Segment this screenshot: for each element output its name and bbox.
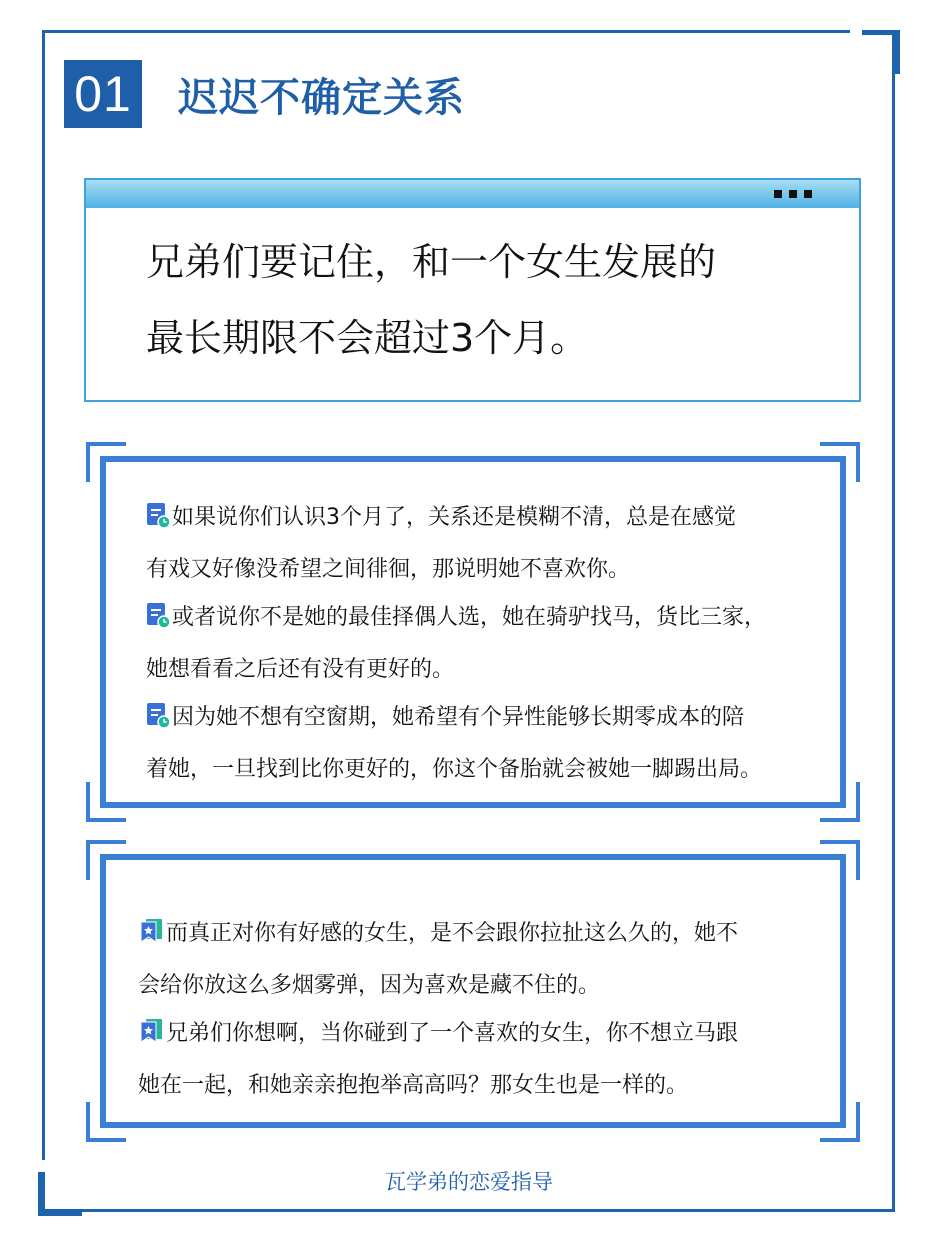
footer-credit: 瓦学弟的恋爱指导 — [385, 1170, 553, 1194]
bracket-bottom-left — [86, 1138, 126, 1142]
frame-corner-top-right-vertical — [895, 30, 900, 74]
card-title-bar — [86, 180, 859, 208]
document-clock-icon — [146, 498, 170, 546]
bracket-bottom-left — [86, 782, 90, 822]
section-title: 迟迟不确定关系 — [178, 75, 465, 121]
bracket-bottom-right — [820, 1138, 860, 1142]
bracket-bottom-left — [86, 1102, 90, 1142]
bracket-top-left — [86, 840, 90, 880]
box2-line: 她在一起，和她亲亲抱抱举高高吗？那女生也是一样的。 — [138, 1073, 689, 1098]
box2-line: 兄弟们你想啊，当你碰到了一个喜欢的女生，你不想立马跟 — [138, 1010, 738, 1062]
quote-line: 最长期限不会超过3个月。 — [146, 316, 589, 360]
box1-paragraphs — [146, 494, 766, 794]
quote-line: 兄弟们要记住，和一个女生发展的 — [146, 240, 717, 284]
menu-dot-icon — [804, 190, 812, 198]
bracket-bottom-right — [856, 782, 860, 822]
bracket-top-left — [86, 840, 126, 844]
bracket-top-left — [86, 442, 90, 482]
frame-gap-top-right — [850, 28, 862, 35]
quote-text — [146, 224, 819, 376]
bracket-top-right — [820, 442, 860, 446]
box1-line: 有戏又好像没希望之间徘徊，那说明她不喜欢你。 — [146, 557, 631, 582]
box1-line: 因为她不想有空窗期，她希望有个异性能够长期零成本的陪 — [146, 694, 766, 746]
box2-paragraphs — [138, 910, 738, 1110]
bracket-bottom-left — [86, 818, 126, 822]
bracket-top-left — [86, 442, 126, 446]
box2-line: 而真正对你有好感的女生，是不会跟你拉扯这么久的，她不 — [138, 910, 738, 962]
quote-card — [84, 178, 861, 402]
menu-dot-icon — [789, 190, 797, 198]
document-clock-icon — [146, 598, 170, 646]
bracket-top-right — [856, 840, 860, 880]
box1-line: 或者说你不是她的最佳择偶人选，她在骑驴找马，货比三家， — [146, 594, 766, 646]
box1-line: 如果说你们认识3个月了，关系还是模糊不清，总是在感觉 — [146, 494, 766, 546]
menu-dot-icon — [774, 190, 782, 198]
document-clock-icon — [146, 698, 170, 746]
section-number-badge: 01 — [64, 60, 142, 128]
bracket-top-right — [820, 840, 860, 844]
bracket-top-right — [856, 442, 860, 482]
box1-line: 着她，一旦找到比你更好的，你这个备胎就会被她一脚踢出局。 — [146, 757, 763, 782]
bracket-bottom-right — [820, 818, 860, 822]
box1-line: 她想看看之后还有没有更好的。 — [146, 657, 455, 682]
star-bookmark-icon — [138, 1014, 164, 1062]
bracket-bottom-right — [856, 1102, 860, 1142]
frame-corner-bottom-left-horizontal — [38, 1211, 82, 1216]
star-bookmark-icon — [138, 914, 164, 962]
box2-line: 会给你放这么多烟雾弹，因为喜欢是藏不住的。 — [138, 973, 601, 998]
